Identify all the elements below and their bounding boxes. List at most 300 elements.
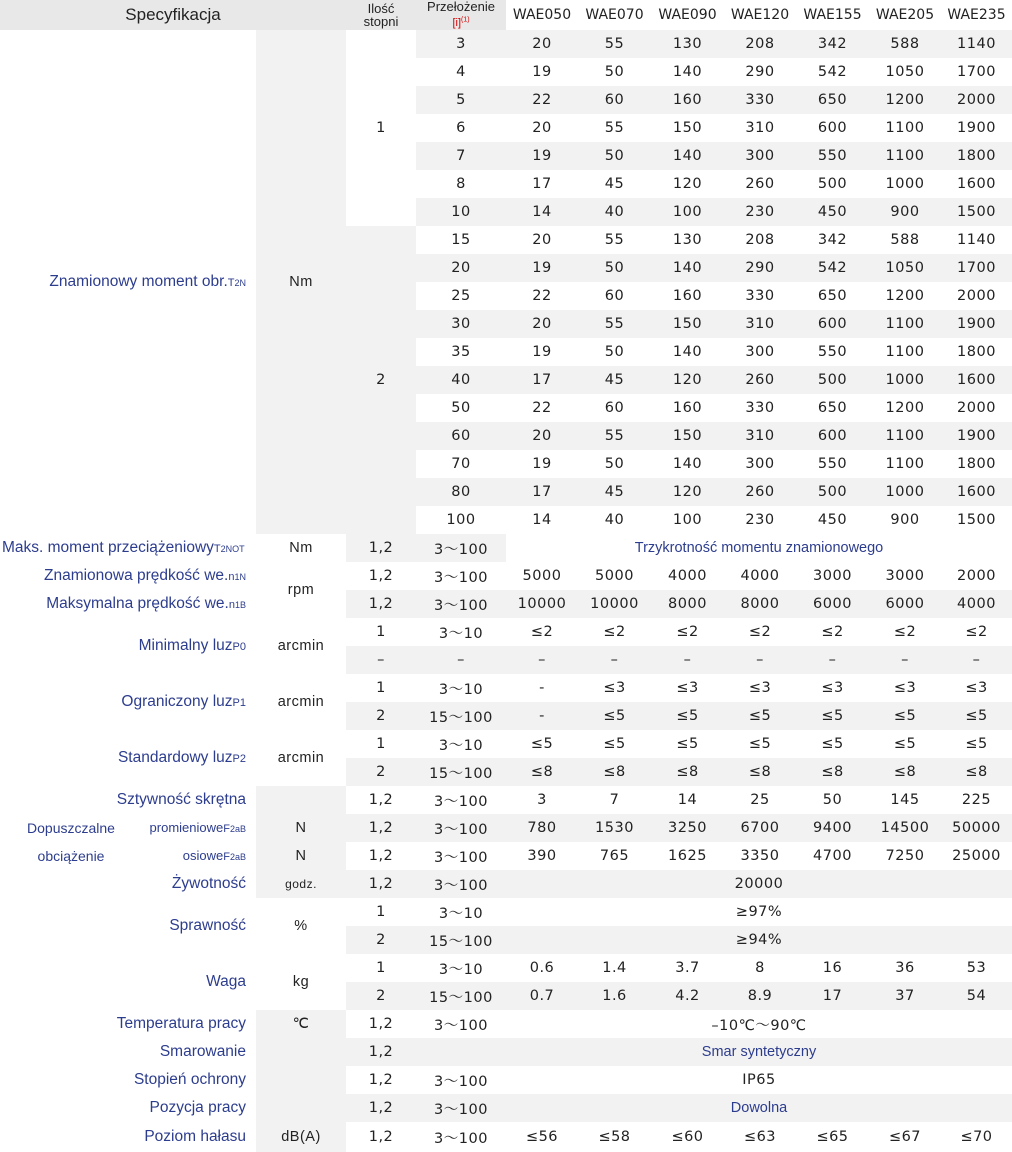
value-cell: 10000 — [506, 590, 578, 618]
value-cell: 765 — [578, 842, 651, 870]
value-cell: 1900 — [941, 114, 1012, 142]
value-cell: 19 — [506, 254, 578, 282]
value-cell: 2000 — [941, 282, 1012, 310]
value-cell: 19 — [506, 338, 578, 366]
stage-cell: 1,2 — [346, 1010, 416, 1038]
value-cell: 1625 — [651, 842, 724, 870]
value-cell: 20 — [506, 310, 578, 338]
value-cell: 1.6 — [578, 982, 651, 1010]
row-label: Waga — [0, 954, 256, 1010]
stage-cell: 1 — [346, 898, 416, 926]
stage-cell: 2 — [346, 982, 416, 1010]
value-cell: 45 — [578, 170, 651, 198]
value-cell: 1100 — [869, 114, 941, 142]
value-cell: 8000 — [724, 590, 796, 618]
value-cell: 310 — [724, 422, 796, 450]
value-cell: 1600 — [941, 366, 1012, 394]
value-cell: ≤63 — [724, 1122, 796, 1152]
value-cell: 1200 — [869, 394, 941, 422]
value-cell: 342 — [796, 226, 869, 254]
value-cell: 450 — [796, 198, 869, 226]
value-cell: 19 — [506, 58, 578, 86]
value-cell: 2000 — [941, 394, 1012, 422]
value-cell: 1500 — [941, 198, 1012, 226]
value-cell: ≤8 — [796, 758, 869, 786]
value-cell: ≤8 — [578, 758, 651, 786]
value-cell: 500 — [796, 170, 869, 198]
value-cell: ≤2 — [651, 618, 724, 646]
value-cell: 500 — [796, 366, 869, 394]
value-cell: 1900 — [941, 422, 1012, 450]
value-cell: 45 — [578, 366, 651, 394]
header-model: WAE050 — [506, 0, 578, 30]
value-cell: 160 — [651, 86, 724, 114]
header-model: WAE090 — [651, 0, 724, 30]
header-model: WAE235 — [941, 0, 1012, 30]
value-cell: 550 — [796, 142, 869, 170]
value-cell: 54 — [941, 982, 1012, 1010]
value-cell: 17 — [506, 478, 578, 506]
value-cell: – — [796, 646, 869, 674]
value-cell: 140 — [651, 58, 724, 86]
value-cell: ≤70 — [941, 1122, 1012, 1152]
ratio-cell: 3～10 — [416, 730, 506, 758]
value-cell: 1050 — [869, 58, 941, 86]
value-cell: 260 — [724, 366, 796, 394]
stage-cell: 1,2 — [346, 1094, 416, 1122]
row-label: Sztywność skrętna — [0, 786, 256, 814]
value-cell: ≤60 — [651, 1122, 724, 1152]
stage-cell: 2 — [346, 758, 416, 786]
value-cell: ≤5 — [869, 702, 941, 730]
span-cell: Smar syntetyczny — [416, 1038, 1012, 1066]
value-cell: 14 — [651, 786, 724, 814]
value-cell: 8 — [724, 954, 796, 982]
value-cell: 230 — [724, 506, 796, 534]
value-cell: 600 — [796, 114, 869, 142]
unit-cell: Nm — [256, 30, 346, 534]
value-cell: 1100 — [869, 310, 941, 338]
row-label: Żywotność — [0, 870, 256, 898]
value-cell: ≤8 — [506, 758, 578, 786]
value-cell: 0.6 — [506, 954, 578, 982]
row-label: Ograniczony luzP1 — [0, 674, 256, 730]
value-cell: 55 — [578, 30, 651, 58]
position-row — [0, 1094, 1012, 1122]
value-cell: ≤5 — [578, 702, 651, 730]
value-cell: 2000 — [941, 86, 1012, 114]
ratio-cell: 30 — [416, 310, 506, 338]
unit-cell: arcmin — [256, 618, 346, 674]
ratio-cell: 3～10 — [416, 674, 506, 702]
value-cell: 160 — [651, 394, 724, 422]
ratio-cell: 5 — [416, 86, 506, 114]
value-cell: 5000 — [506, 562, 578, 590]
value-cell: 1600 — [941, 170, 1012, 198]
value-cell: 8.9 — [724, 982, 796, 1010]
value-cell: 160 — [651, 282, 724, 310]
value-cell: 330 — [724, 394, 796, 422]
value-cell: 1140 — [941, 30, 1012, 58]
stage-cell: – — [346, 646, 416, 674]
ratio-cell: 3～100 — [416, 870, 506, 898]
protection-row — [0, 1066, 1012, 1094]
row-label: Minimalny luzP0 — [0, 618, 256, 674]
stage-cell: 1,2 — [346, 842, 416, 870]
value-cell: ≤5 — [941, 730, 1012, 758]
span-cell: –10℃～90℃ — [506, 1010, 1012, 1038]
header-model: WAE070 — [578, 0, 651, 30]
header-row — [0, 0, 1012, 30]
value-cell: 20 — [506, 226, 578, 254]
value-cell: 60 — [578, 282, 651, 310]
unit-cell: Nm — [256, 534, 346, 562]
value-cell: 130 — [651, 226, 724, 254]
ratio-cell: 50 — [416, 394, 506, 422]
span-cell: IP65 — [506, 1066, 1012, 1094]
rated-speed-row — [0, 562, 1012, 590]
value-cell: 10000 — [578, 590, 651, 618]
row-label: Stopień ochrony — [0, 1066, 256, 1094]
value-cell: 310 — [724, 310, 796, 338]
value-cell: 50 — [578, 142, 651, 170]
value-cell: 1500 — [941, 506, 1012, 534]
ratio-cell: 7 — [416, 142, 506, 170]
row-label: Maks. moment przeciążeniowyT2NOT — [0, 534, 256, 562]
value-cell: 140 — [651, 142, 724, 170]
value-cell: ≤8 — [941, 758, 1012, 786]
value-cell: 16 — [796, 954, 869, 982]
stage-cell: 1,2 — [346, 590, 416, 618]
ratio-cell: 8 — [416, 170, 506, 198]
value-cell: ≤3 — [651, 674, 724, 702]
span-cell: 20000 — [506, 870, 1012, 898]
row-label: Temperatura pracy — [0, 1010, 256, 1038]
ratio-cell: 25 — [416, 282, 506, 310]
lubrication-row — [0, 1038, 1012, 1066]
value-cell: ≤2 — [724, 618, 796, 646]
value-cell: 120 — [651, 478, 724, 506]
value-cell: ≤2 — [869, 618, 941, 646]
unit-cell — [256, 1094, 346, 1122]
ratio-cell: 3～100 — [416, 842, 506, 870]
value-cell: ≤5 — [941, 702, 1012, 730]
value-cell: 330 — [724, 86, 796, 114]
unit-cell — [256, 1066, 346, 1094]
value-cell: 500 — [796, 478, 869, 506]
value-cell: ≤65 — [796, 1122, 869, 1152]
value-cell: 1800 — [941, 338, 1012, 366]
value-cell: ≤3 — [796, 674, 869, 702]
value-cell: 55 — [578, 226, 651, 254]
value-cell: 1000 — [869, 478, 941, 506]
value-cell: ≤2 — [796, 618, 869, 646]
span-cell: ≥94% — [506, 926, 1012, 954]
stage-cell: 1,2 — [346, 534, 416, 562]
unit-cell: N — [256, 814, 346, 842]
value-cell: 0.7 — [506, 982, 578, 1010]
value-cell: – — [724, 646, 796, 674]
row-label: Standardowy luzP2 — [0, 730, 256, 786]
value-cell: 450 — [796, 506, 869, 534]
value-cell: – — [506, 646, 578, 674]
value-cell: 4700 — [796, 842, 869, 870]
value-cell: – — [869, 646, 941, 674]
ratio-cell: 3～100 — [416, 786, 506, 814]
value-cell: 550 — [796, 450, 869, 478]
ratio-cell: 60 — [416, 422, 506, 450]
value-cell: 300 — [724, 142, 796, 170]
value-cell: 3350 — [724, 842, 796, 870]
value-cell: 50 — [578, 58, 651, 86]
value-cell: 3000 — [869, 562, 941, 590]
stiffness-row — [0, 786, 1012, 814]
value-cell: ≤5 — [869, 730, 941, 758]
stage-cell: 1 — [346, 618, 416, 646]
value-cell: 1800 — [941, 450, 1012, 478]
value-cell: 1530 — [578, 814, 651, 842]
value-cell: 25 — [724, 786, 796, 814]
row-label: Sprawność — [0, 898, 256, 954]
unit-cell — [256, 786, 346, 814]
unit-cell: arcmin — [256, 730, 346, 786]
value-cell: ≤5 — [578, 730, 651, 758]
value-cell: 60 — [578, 86, 651, 114]
value-cell: 50 — [578, 338, 651, 366]
header-model: WAE155 — [796, 0, 869, 30]
ratio-cell: 15 — [416, 226, 506, 254]
value-cell: 290 — [724, 254, 796, 282]
value-cell: 310 — [724, 114, 796, 142]
value-cell: ≤8 — [869, 758, 941, 786]
value-cell: 600 — [796, 422, 869, 450]
value-cell: 22 — [506, 282, 578, 310]
value-cell: 22 — [506, 394, 578, 422]
value-cell: 1900 — [941, 310, 1012, 338]
value-cell: 145 — [869, 786, 941, 814]
value-cell: ≤3 — [869, 674, 941, 702]
value-cell: 542 — [796, 58, 869, 86]
value-cell: 53 — [941, 954, 1012, 982]
value-cell: 100 — [651, 198, 724, 226]
unit-cell: kg — [256, 954, 346, 1010]
stage-cell: 2 — [346, 702, 416, 730]
value-cell: ≤5 — [796, 702, 869, 730]
unit-cell: ℃ — [256, 1010, 346, 1038]
value-cell: 22 — [506, 86, 578, 114]
value-cell: 55 — [578, 114, 651, 142]
max-speed-row — [0, 590, 1012, 618]
ratio-cell: 6 — [416, 114, 506, 142]
value-cell: - — [506, 674, 578, 702]
ratio-cell: 3～100 — [416, 1066, 506, 1094]
value-cell: 9400 — [796, 814, 869, 842]
value-cell: 650 — [796, 282, 869, 310]
ratio-cell: 3～10 — [416, 898, 506, 926]
value-cell: 1800 — [941, 142, 1012, 170]
stage-cell: 1,2 — [346, 814, 416, 842]
value-cell: 600 — [796, 310, 869, 338]
ratio-cell: 4 — [416, 58, 506, 86]
ratio-cell: 3～100 — [416, 590, 506, 618]
ratio-cell: 3～100 — [416, 1094, 506, 1122]
value-cell: 40 — [578, 198, 651, 226]
row-label: Smarowanie — [0, 1038, 256, 1066]
unit-cell — [256, 1038, 346, 1066]
ratio-cell: 10 — [416, 198, 506, 226]
value-cell: 8000 — [651, 590, 724, 618]
ratio-cell: 3～10 — [416, 618, 506, 646]
value-cell: 1100 — [869, 422, 941, 450]
temperature-row — [0, 1010, 1012, 1038]
ratio-cell: 70 — [416, 450, 506, 478]
value-cell: 120 — [651, 366, 724, 394]
value-cell: 330 — [724, 282, 796, 310]
stage-cell: 1 — [346, 954, 416, 982]
stage-cell: 1 — [346, 730, 416, 758]
unit-cell: % — [256, 898, 346, 954]
value-cell: 1100 — [869, 142, 941, 170]
value-cell: 140 — [651, 338, 724, 366]
ratio-cell: 15～100 — [416, 982, 506, 1010]
value-cell: ≤5 — [796, 730, 869, 758]
span-cell: Dowolna — [506, 1094, 1012, 1122]
value-cell: 3.7 — [651, 954, 724, 982]
header-przelozenie: Przełożenie $[i]^{(1)}$ — [416, 0, 506, 30]
value-cell: ≤3 — [941, 674, 1012, 702]
stage-cell: 1,2 — [346, 1066, 416, 1094]
value-cell: ≤2 — [941, 618, 1012, 646]
span-cell: Trzykrotność momentu znamionowego — [506, 534, 1012, 562]
value-cell: 45 — [578, 478, 651, 506]
value-cell: 900 — [869, 198, 941, 226]
value-cell: 50000 — [941, 814, 1012, 842]
value-cell: 780 — [506, 814, 578, 842]
value-cell: 5000 — [578, 562, 651, 590]
value-cell: 2000 — [941, 562, 1012, 590]
value-cell: 3 — [506, 786, 578, 814]
value-cell: 6700 — [724, 814, 796, 842]
header-model: WAE205 — [869, 0, 941, 30]
stage-cell: 2 — [346, 226, 416, 534]
ratio-cell: 15～100 — [416, 702, 506, 730]
ratio-cell: 35 — [416, 338, 506, 366]
noise-row — [0, 1122, 1012, 1152]
stage-cell: 1,2 — [346, 1038, 416, 1066]
value-cell: 14 — [506, 198, 578, 226]
value-cell: – — [651, 646, 724, 674]
ratio-cell: – — [416, 646, 506, 674]
unit-cell: godz. — [256, 870, 346, 898]
value-cell: 50 — [578, 450, 651, 478]
value-cell: 1100 — [869, 450, 941, 478]
value-cell: 25000 — [941, 842, 1012, 870]
torque-row — [0, 30, 1012, 58]
value-cell: 55 — [578, 422, 651, 450]
value-cell: 55 — [578, 310, 651, 338]
value-cell: 588 — [869, 30, 941, 58]
header-ilosc-stopni: Ilość stopni — [346, 0, 416, 30]
value-cell: 3250 — [651, 814, 724, 842]
value-cell: – — [578, 646, 651, 674]
value-cell: 140 — [651, 254, 724, 282]
value-cell: 300 — [724, 338, 796, 366]
value-cell: 4000 — [724, 562, 796, 590]
stage-cell: 1 — [346, 674, 416, 702]
value-cell: 100 — [651, 506, 724, 534]
value-cell: ≤8 — [724, 758, 796, 786]
ratio-cell: 3～100 — [416, 1010, 506, 1038]
stage-cell: 1,2 — [346, 870, 416, 898]
value-cell: 208 — [724, 226, 796, 254]
value-cell: 1140 — [941, 226, 1012, 254]
unit-cell: rpm — [256, 562, 346, 618]
header-specyfikacja: Specyfikacja — [0, 0, 346, 30]
value-cell: 208 — [724, 30, 796, 58]
max-torque-row — [0, 534, 1012, 562]
ratio-cell: 100 — [416, 506, 506, 534]
value-cell: ≤8 — [651, 758, 724, 786]
value-cell: 290 — [724, 58, 796, 86]
row-label: Poziom hałasu — [0, 1122, 256, 1152]
value-cell: 300 — [724, 450, 796, 478]
value-cell: 150 — [651, 310, 724, 338]
value-cell: ≤67 — [869, 1122, 941, 1152]
value-cell: 650 — [796, 394, 869, 422]
value-cell: 1.4 — [578, 954, 651, 982]
value-cell: 550 — [796, 338, 869, 366]
ratio-cell: 15～100 — [416, 758, 506, 786]
value-cell: 4000 — [651, 562, 724, 590]
value-cell: 50 — [796, 786, 869, 814]
value-cell: 20 — [506, 114, 578, 142]
value-cell: ≤5 — [724, 702, 796, 730]
value-cell: 1600 — [941, 478, 1012, 506]
value-cell: ≤2 — [506, 618, 578, 646]
ratio-symbol: $[i]^{(1)}$ — [452, 16, 470, 29]
ratio-cell: 20 — [416, 254, 506, 282]
value-cell: 650 — [796, 86, 869, 114]
value-cell: ≤2 — [578, 618, 651, 646]
value-cell: ≤58 — [578, 1122, 651, 1152]
value-cell: 1000 — [869, 170, 941, 198]
value-cell: 20 — [506, 422, 578, 450]
value-cell: ≤56 — [506, 1122, 578, 1152]
ratio-cell: 3～100 — [416, 814, 506, 842]
value-cell: 588 — [869, 226, 941, 254]
value-cell: 3000 — [796, 562, 869, 590]
value-cell: 20 — [506, 30, 578, 58]
value-cell: 230 — [724, 198, 796, 226]
stage-cell: 2 — [346, 926, 416, 954]
value-cell: 390 — [506, 842, 578, 870]
ratio-cell: 3 — [416, 30, 506, 58]
stage-cell: 1,2 — [346, 562, 416, 590]
value-cell: ≤3 — [724, 674, 796, 702]
value-cell: 150 — [651, 114, 724, 142]
value-cell: 120 — [651, 170, 724, 198]
value-cell: 19 — [506, 450, 578, 478]
value-cell: – — [941, 646, 1012, 674]
value-cell: 17 — [796, 982, 869, 1010]
value-cell: 4.2 — [651, 982, 724, 1010]
value-cell: 17 — [506, 366, 578, 394]
backlash-row — [0, 730, 1012, 758]
ratio-cell: 80 — [416, 478, 506, 506]
value-cell: 140 — [651, 450, 724, 478]
stage-cell: 1 — [346, 30, 416, 226]
load-label-block: Dopuszczalne obciążenie promienioweF2aB osioweF2aB — [0, 814, 256, 870]
